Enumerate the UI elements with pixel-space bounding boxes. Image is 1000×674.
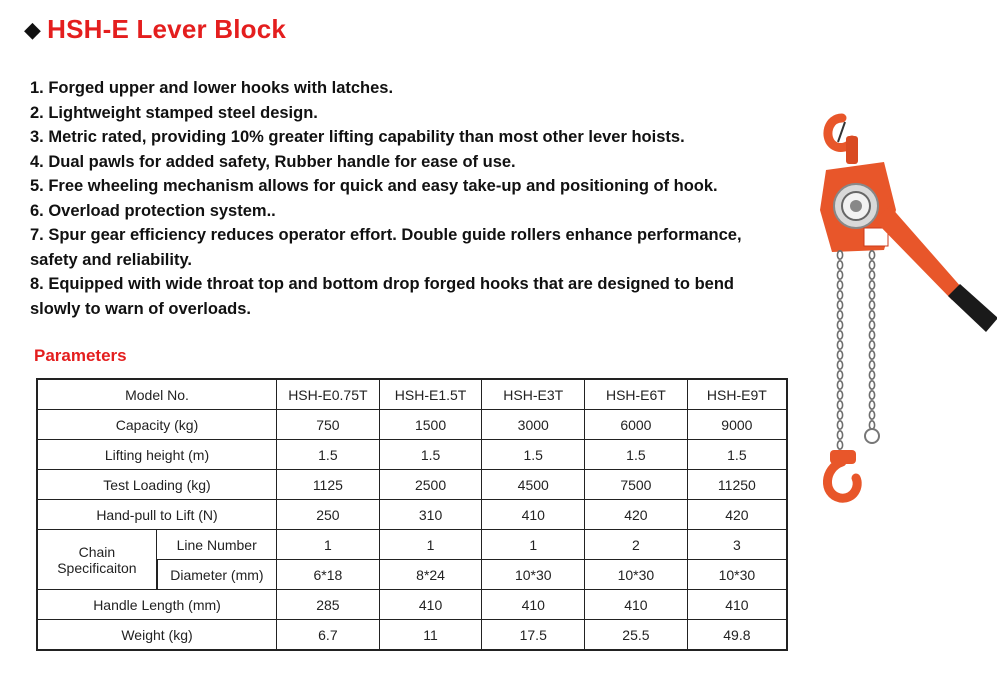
table-cell: 410 — [379, 590, 482, 620]
table-cell: 410 — [482, 500, 585, 530]
diamond-icon: ◆ — [24, 16, 42, 42]
model-cell: HSH-E0.75T — [277, 379, 380, 410]
table-cell: 410 — [687, 590, 787, 620]
chain-label-line: Specificaiton — [57, 559, 137, 576]
table-cell: 2500 — [379, 470, 482, 500]
table-row — [37, 410, 787, 440]
row-label: Weight (kg) — [37, 620, 277, 651]
table-cell: 1.5 — [379, 440, 482, 470]
table-header-row — [37, 379, 787, 410]
model-cell: HSH-E3T — [482, 379, 585, 410]
parameters-table — [36, 378, 788, 651]
table-cell: 10*30 — [687, 560, 787, 590]
row-sublabel: Line Number — [157, 530, 277, 560]
table-cell: 2 — [585, 530, 688, 560]
table-cell: 11250 — [687, 470, 787, 500]
parameters-heading: Parameters — [34, 346, 127, 365]
table-cell: 250 — [277, 500, 380, 530]
table-row — [37, 620, 787, 651]
page-title-text: HSH-E Lever Block — [47, 14, 287, 44]
top-hook — [828, 118, 858, 164]
lever-block-image — [812, 110, 997, 505]
feature-item: 3. Metric rated, providing 10% greater lifting capability than most other lever hoists. — [30, 128, 685, 146]
table-cell: 3000 — [482, 410, 585, 440]
model-cell: HSH-E1.5T — [379, 379, 482, 410]
table-row — [37, 470, 787, 500]
feature-item: 6. Overload protection system.. — [30, 201, 276, 220]
feature-item: 1. Forged upper and lower hooks with latches. — [30, 79, 394, 97]
table-cell: 11 — [379, 620, 482, 651]
feature-item: 7. Spur gear efficiency reduces operator effort. Double guide rollers enhance performance, — [30, 226, 742, 244]
row-label: Lifting height (m) — [37, 440, 277, 470]
table-cell: 1 — [379, 530, 482, 560]
bottom-hook — [827, 450, 857, 498]
table-cell: 7500 — [585, 470, 688, 500]
table-cell: 49.8 — [687, 620, 787, 651]
table-cell: 410 — [482, 590, 585, 620]
table-cell: 310 — [379, 500, 482, 530]
page-title — [24, 14, 286, 45]
feature-item: 8. Equipped with wide throat top and bottom drop forged hooks that are designed to bend — [30, 275, 734, 293]
load-chain — [836, 250, 879, 450]
feature-item-continuation: slowly to warn of overloads. — [30, 299, 251, 318]
table-row — [37, 440, 787, 470]
feature-item: 4. Dual pawls for added safety, Rubber handle for ease of use. — [30, 152, 516, 171]
table-cell: 1500 — [379, 410, 482, 440]
table-cell: 6*18 — [277, 560, 380, 590]
row-label: Test Loading (kg) — [37, 470, 277, 500]
table-cell: 3 — [687, 530, 787, 560]
chain-spec-label — [37, 530, 157, 590]
row-label: Capacity (kg) — [37, 410, 277, 440]
table-cell: 6000 — [585, 410, 688, 440]
model-no-label: Model No. — [37, 379, 277, 410]
row-label: Hand-pull to Lift (N) — [37, 500, 277, 530]
row-sublabel: Diameter (mm) — [157, 560, 277, 590]
table-cell: 285 — [277, 590, 380, 620]
table-cell: 1125 — [277, 470, 380, 500]
table-cell: 1.5 — [482, 440, 585, 470]
feature-item-continuation: safety and reliability. — [30, 250, 193, 269]
table-cell: 420 — [585, 500, 688, 530]
table-cell: 6.7 — [277, 620, 380, 651]
feature-list — [30, 76, 790, 321]
table-cell: 1.5 — [687, 440, 787, 470]
table-cell: 25.5 — [585, 620, 688, 651]
table-cell: 17.5 — [482, 620, 585, 651]
model-cell: HSH-E9T — [687, 379, 787, 410]
table-cell: 9000 — [687, 410, 787, 440]
table-row — [37, 500, 787, 530]
table-cell: 1.5 — [277, 440, 380, 470]
table-cell: 4500 — [482, 470, 585, 500]
hoist-body — [820, 162, 896, 252]
table-row — [37, 590, 787, 620]
table-cell: 410 — [585, 590, 688, 620]
chain-label-line: Chain — [78, 543, 116, 560]
table-cell: 1.5 — [585, 440, 688, 470]
table-cell: 10*30 — [585, 560, 688, 590]
table-cell: 1 — [482, 530, 585, 560]
table-cell: 8*24 — [379, 560, 482, 590]
table-cell: 1 — [277, 530, 380, 560]
table-cell: 10*30 — [482, 560, 585, 590]
row-label: Handle Length (mm) — [37, 590, 277, 620]
model-cell: HSH-E6T — [585, 379, 688, 410]
table-cell: 750 — [277, 410, 380, 440]
table-row — [37, 530, 787, 560]
lever-handle — [874, 206, 997, 332]
feature-item: 5. Free wheeling mechanism allows for quick and easy take-up and positioning of hook. — [30, 177, 718, 195]
feature-item: 2. Lightweight stamped steel design. — [30, 103, 318, 122]
table-cell: 420 — [687, 500, 787, 530]
